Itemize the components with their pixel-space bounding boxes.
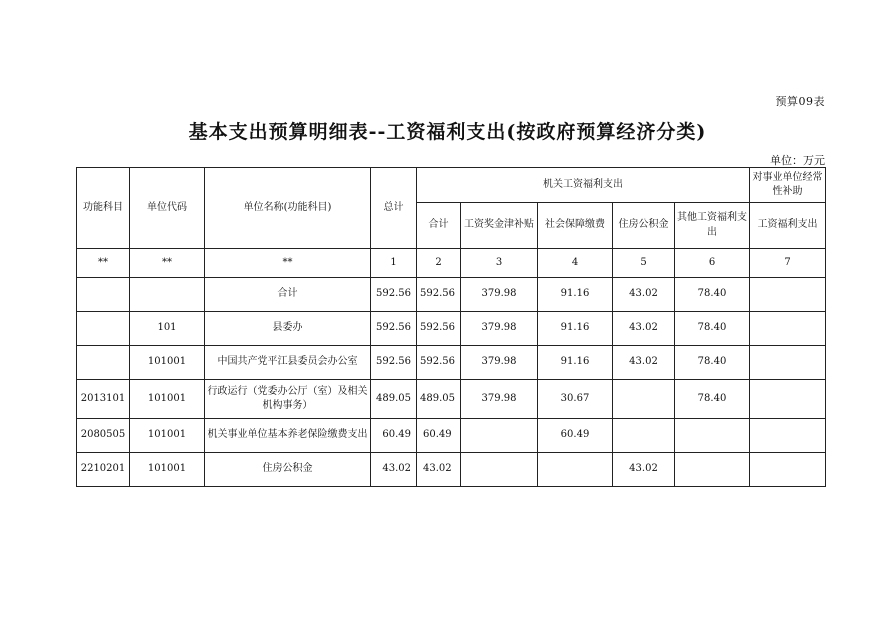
wages-cell [461, 419, 538, 453]
index-cell: 6 [675, 249, 750, 278]
housing-fund-cell: 43.02 [613, 312, 675, 346]
unit-code-cell: 101001 [130, 380, 205, 419]
other-welfare-cell: 78.40 [675, 380, 750, 419]
housing-fund-cell: 43.02 [613, 346, 675, 380]
subsidy-welfare-cell [750, 380, 826, 419]
unit-code-cell: 101001 [130, 346, 205, 380]
header-group-subsidy: 对事业单位经常性补助 [750, 168, 826, 203]
unit-code-cell: 101001 [130, 419, 205, 453]
wages-cell: 379.98 [461, 278, 538, 312]
social-security-cell: 91.16 [538, 346, 613, 380]
header-func-subject: 功能科目 [77, 168, 130, 249]
unit-code-cell [130, 278, 205, 312]
func-subject-cell: 2080505 [77, 419, 130, 453]
subtotal-cell: 592.56 [417, 346, 461, 380]
social-security-cell [538, 453, 613, 487]
table-row [77, 346, 826, 380]
header-sub-total: 合计 [417, 203, 461, 249]
header-unit-code: 单位代码 [130, 168, 205, 249]
total-cell: 592.56 [371, 278, 417, 312]
other-welfare-cell: 78.40 [675, 278, 750, 312]
unit-name-cell: 住房公积金 [205, 453, 371, 487]
other-welfare-cell [675, 453, 750, 487]
unit-name-cell: 县委办 [205, 312, 371, 346]
index-cell: ** [130, 249, 205, 278]
index-cell: 5 [613, 249, 675, 278]
wages-cell: 379.98 [461, 380, 538, 419]
wages-cell [461, 453, 538, 487]
page-title: 基本支出预算明细表--工资福利支出(按政府预算经济分类) [188, 121, 707, 143]
total-cell: 592.56 [371, 346, 417, 380]
unit-name-cell: 行政运行（党委办公厅（室）及相关机构事务） [205, 380, 371, 419]
index-cell: 4 [538, 249, 613, 278]
total-cell: 60.49 [371, 419, 417, 453]
subtotal-cell: 60.49 [417, 419, 461, 453]
social-security-cell: 30.67 [538, 380, 613, 419]
wages-cell: 379.98 [461, 346, 538, 380]
unit-name-cell: 机关事业单位基本养老保险缴费支出 [205, 419, 371, 453]
social-security-cell: 91.16 [538, 278, 613, 312]
housing-fund-cell: 43.02 [613, 278, 675, 312]
header-group-org-welfare: 机关工资福利支出 [417, 168, 750, 203]
subtotal-cell: 592.56 [417, 312, 461, 346]
social-security-cell: 91.16 [538, 312, 613, 346]
subsidy-welfare-cell [750, 278, 826, 312]
wages-cell: 379.98 [461, 312, 538, 346]
header-sub-wages: 工资奖金津补贴 [461, 203, 538, 249]
func-subject-cell [77, 346, 130, 380]
total-cell: 43.02 [371, 453, 417, 487]
form-code: 预算09表 [775, 95, 825, 108]
subtotal-cell: 592.56 [417, 278, 461, 312]
index-cell: 2 [417, 249, 461, 278]
func-subject-cell [77, 312, 130, 346]
table-row [77, 380, 826, 419]
header-total: 总计 [371, 168, 417, 249]
table-row [77, 278, 826, 312]
unit-code-cell: 101001 [130, 453, 205, 487]
subsidy-welfare-cell [750, 453, 826, 487]
unit-name-cell: 合计 [205, 278, 371, 312]
table-row [77, 419, 826, 453]
other-welfare-cell: 78.40 [675, 312, 750, 346]
index-cell: 1 [371, 249, 417, 278]
subsidy-welfare-cell [750, 346, 826, 380]
unit-label: 单位：万元 [770, 154, 825, 167]
header-sub-housing-fund: 住房公积金 [613, 203, 675, 249]
index-cell: ** [77, 249, 130, 278]
func-subject-cell [77, 278, 130, 312]
other-welfare-cell: 78.40 [675, 346, 750, 380]
unit-code-cell: 101 [130, 312, 205, 346]
other-welfare-cell [675, 419, 750, 453]
subsidy-welfare-cell [750, 312, 826, 346]
index-cell: 7 [750, 249, 826, 278]
total-cell: 592.56 [371, 312, 417, 346]
header-sub-social-security: 社会保障缴费 [538, 203, 613, 249]
header-sub-other-welfare: 其他工资福利支出 [675, 203, 750, 249]
budget-table [76, 167, 826, 487]
social-security-cell: 60.49 [538, 419, 613, 453]
housing-fund-cell [613, 380, 675, 419]
table-row [77, 453, 826, 487]
func-subject-cell: 2013101 [77, 380, 130, 419]
index-cell: ** [205, 249, 371, 278]
total-cell: 489.05 [371, 380, 417, 419]
unit-name-cell: 中国共产党平江县委员会办公室 [205, 346, 371, 380]
subsidy-welfare-cell [750, 419, 826, 453]
subtotal-cell: 43.02 [417, 453, 461, 487]
housing-fund-cell [613, 419, 675, 453]
table-row [77, 312, 826, 346]
subtotal-cell: 489.05 [417, 380, 461, 419]
index-row [77, 249, 826, 278]
header-sub-subsidy-welfare: 工资福利支出 [750, 203, 826, 249]
func-subject-cell: 2210201 [77, 453, 130, 487]
header-unit-name: 单位名称(功能科目) [205, 168, 371, 249]
housing-fund-cell: 43.02 [613, 453, 675, 487]
index-cell: 3 [461, 249, 538, 278]
